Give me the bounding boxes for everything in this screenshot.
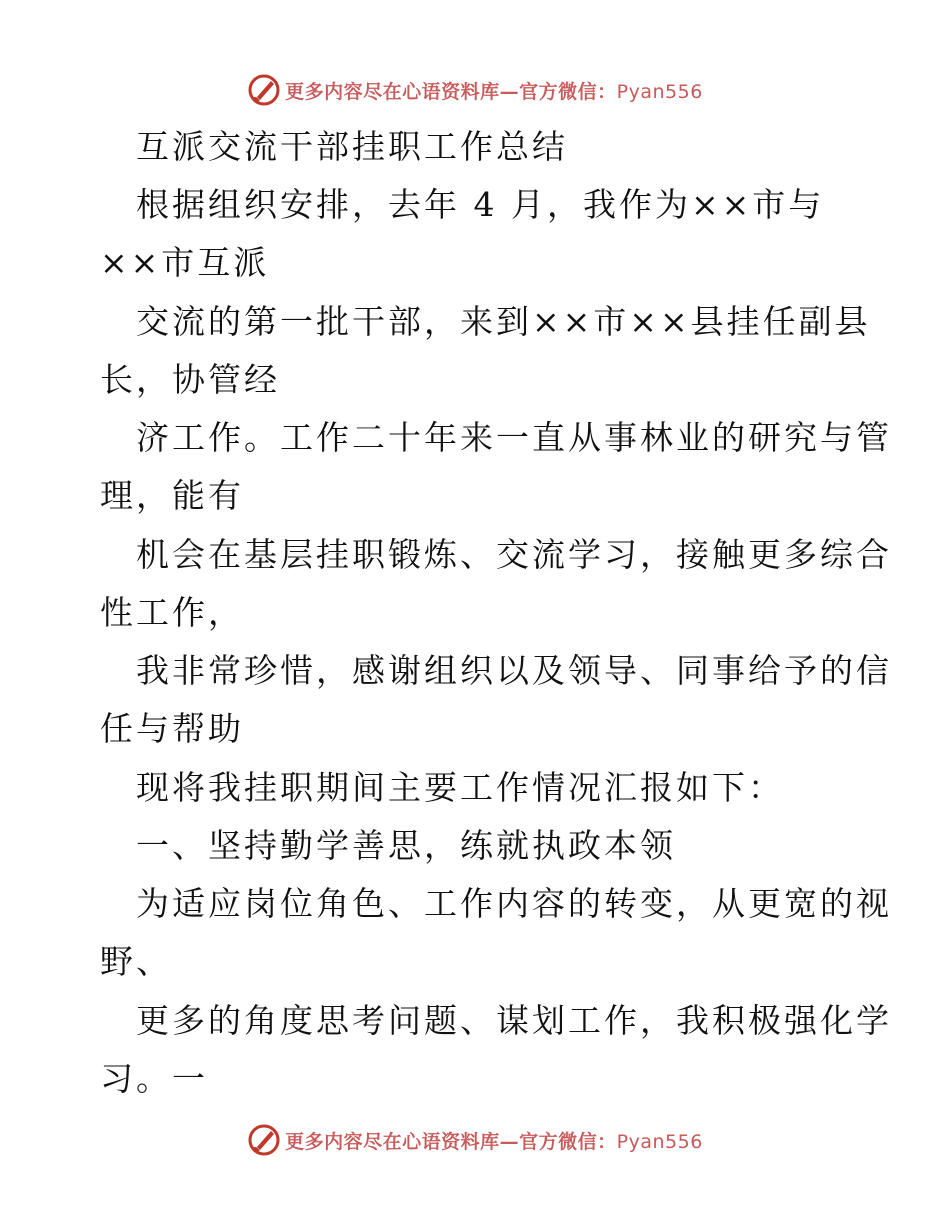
paragraph-line: 任与帮助 [100,709,244,748]
footer-watermark [0,1120,950,1160]
paragraph-line: 更多的角度思考问题、谋划工作，我积极强化学 [136,1001,892,1040]
paragraph-line: 习。一 [100,1059,208,1098]
paragraph-line: 为适应岗位角色、工作内容的转变，从更宽的视 [136,884,892,923]
paragraph-line: 我非常珍惜，感谢组织以及领导、同事给予的信 [136,651,892,690]
watermark-text: 更多内容尽在心语资料库—官方微信：Pyan556 [285,1130,703,1153]
paragraph-line: 现将我挂职期间主要工作情况汇报如下： [136,768,784,807]
paragraph-line: 性工作， [100,593,244,632]
paragraph-line: 野、 [100,942,172,981]
section-heading: 一、坚持勤学善思，练就执政本领 [136,826,676,865]
paragraph-line: 济工作。工作二十年来一直从事林业的研究与管 [136,418,892,457]
paragraph-line: 根据组织安排，去年 4 月，我作为××市与 [136,185,825,224]
watermark-text: 更多内容尽在心语资料库—官方微信：Pyan556 [285,80,703,103]
quill-pen-logo-icon [247,1123,281,1157]
paragraph-line: 理，能有 [100,476,244,515]
paragraph-line: 长，协管经 [100,360,280,399]
document-title: 互派交流干部挂职工作总结 [136,127,568,166]
paragraph-line: 交流的第一批干部，来到××市××县挂任副县 [136,302,871,341]
quill-pen-logo-icon [247,73,281,107]
header-watermark [0,70,950,110]
paragraph-line: 机会在基层挂职锻炼、交流学习，接触更多综合 [136,535,892,574]
paragraph-line: ××市互派 [100,243,270,282]
